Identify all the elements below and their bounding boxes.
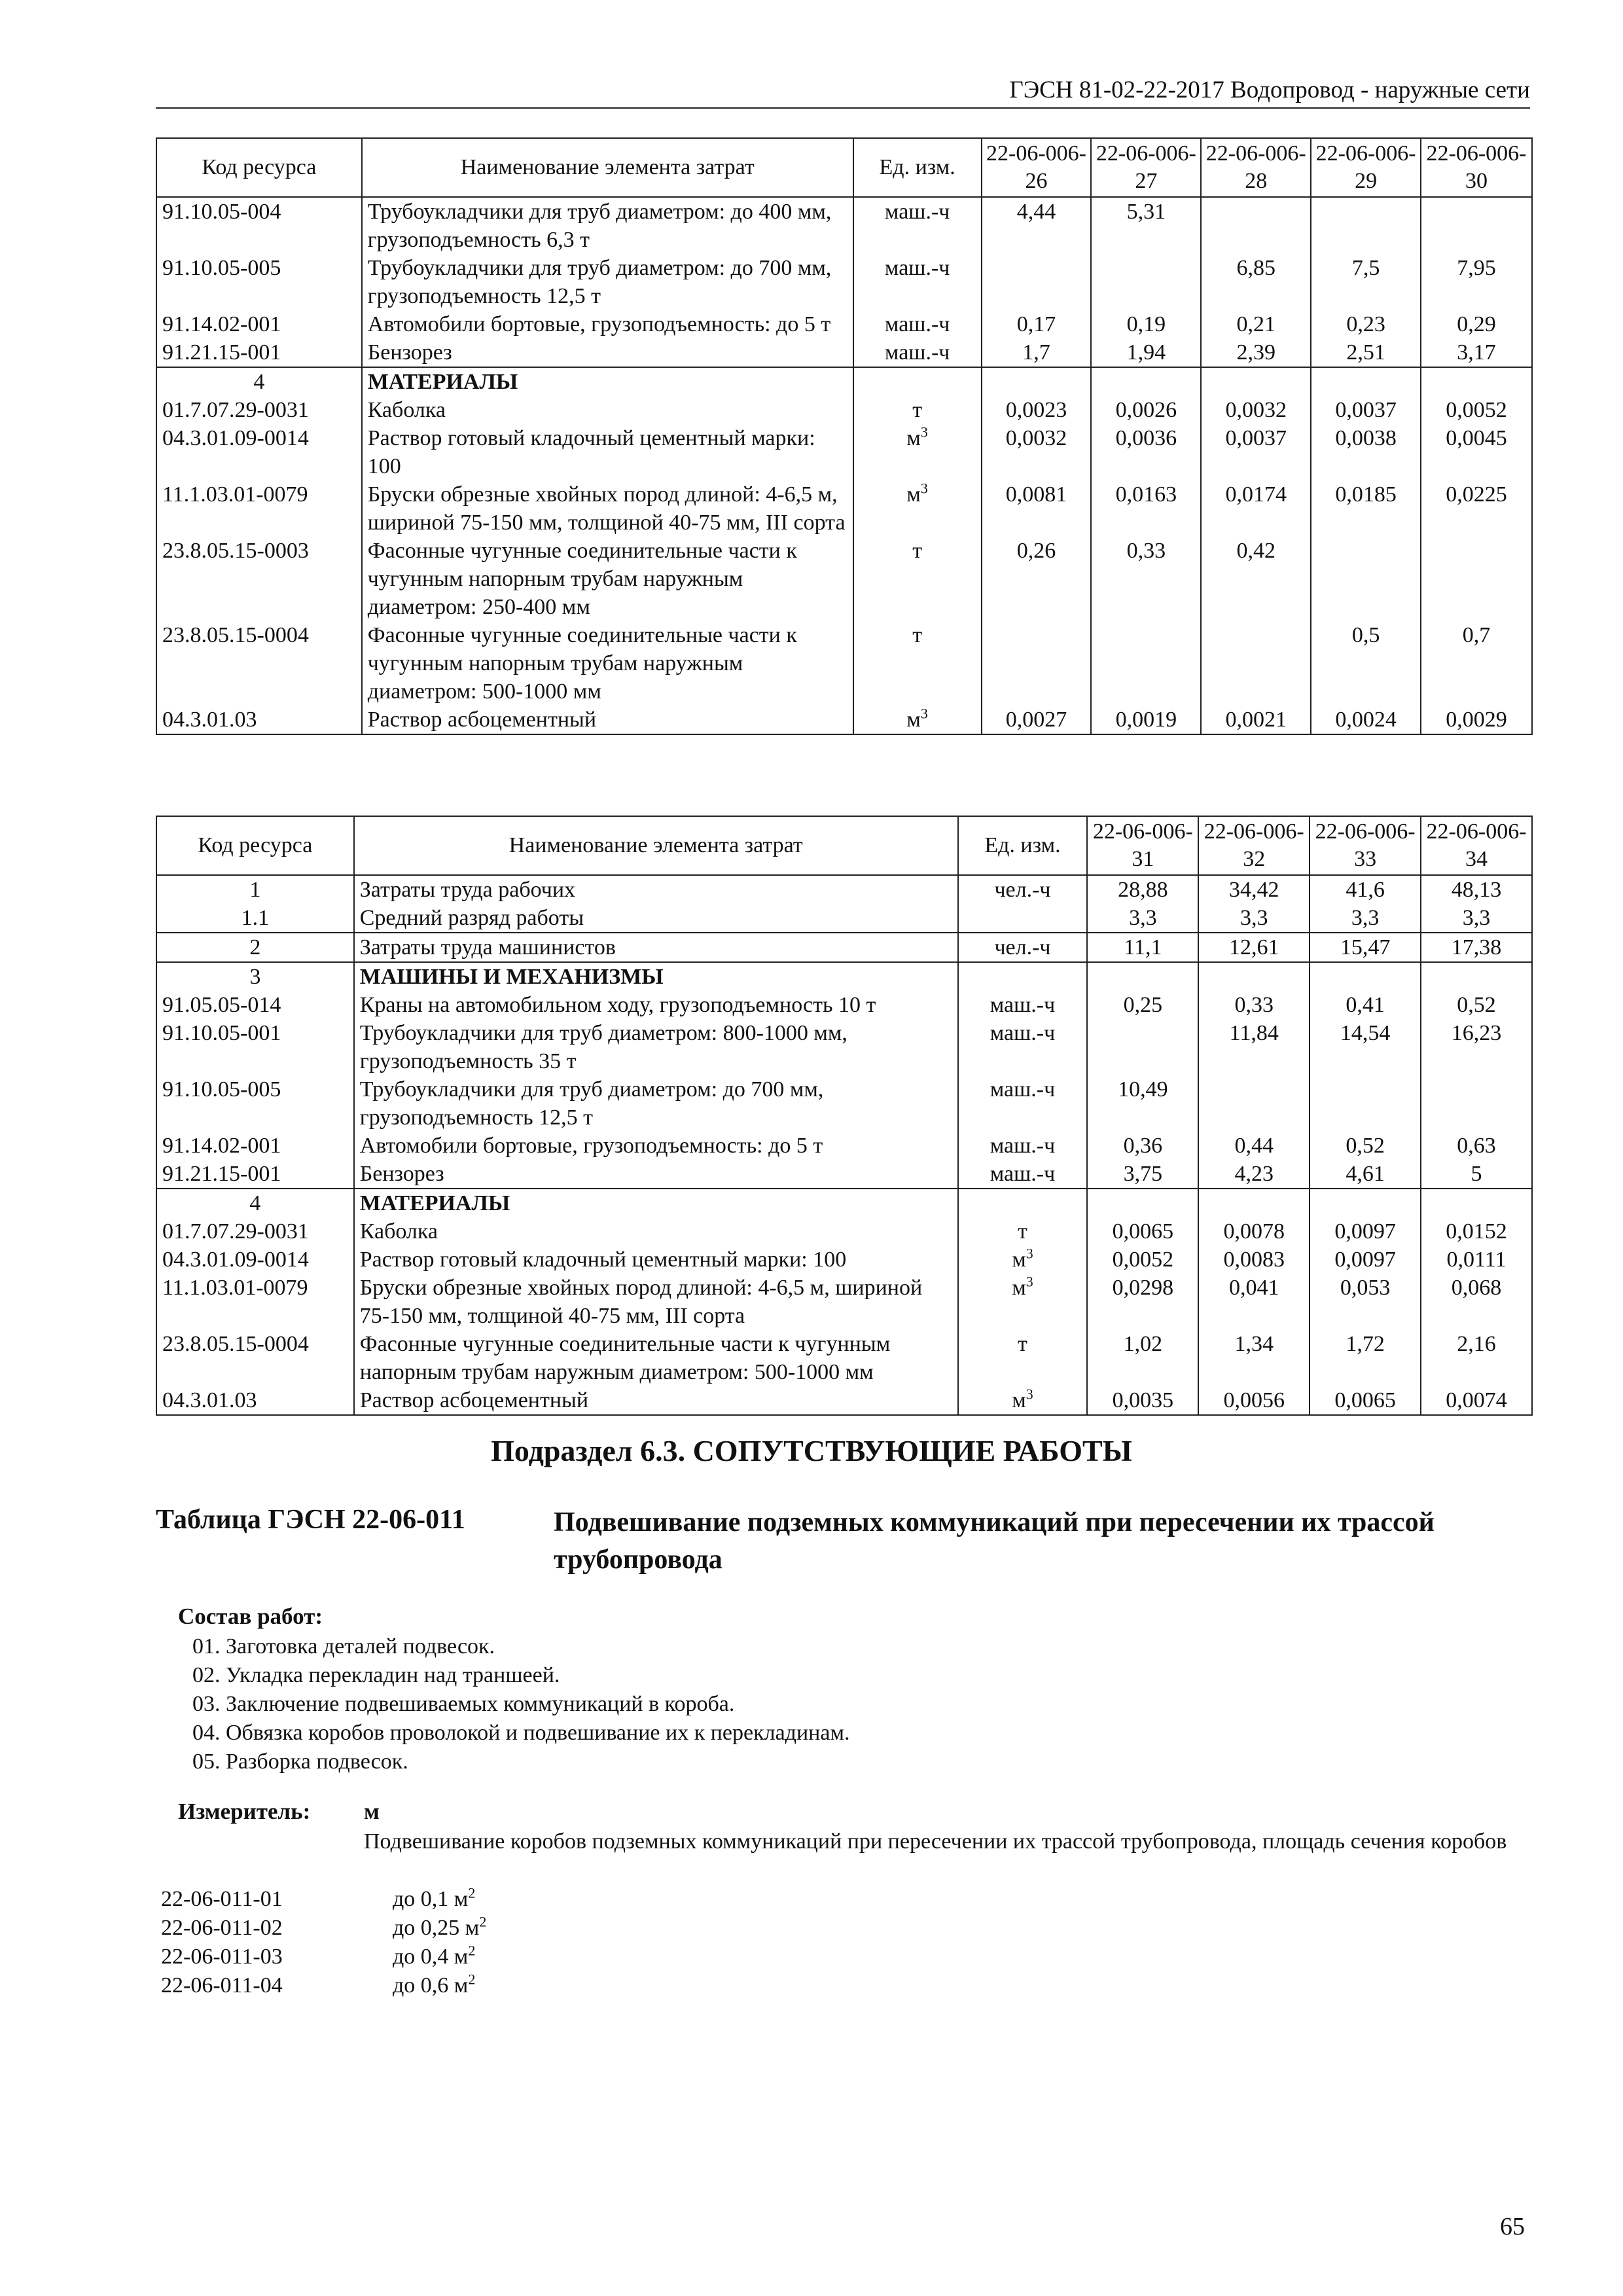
norm-value: 0,41	[1310, 991, 1421, 1019]
table-row	[156, 962, 1532, 991]
col-header-norm: 22-06-006-32	[1198, 816, 1310, 875]
norm-code: 22-06-011-04	[161, 1973, 283, 1998]
norm-value: 0,52	[1310, 1132, 1421, 1160]
resource-unit	[958, 904, 1088, 933]
norm-value: 10,49	[1087, 1075, 1198, 1132]
resource-name: Раствор готовый кладочный цементный марки: 100	[362, 424, 853, 480]
norm-range: до 0,6 $м^2$	[393, 1971, 476, 1998]
table-row	[156, 424, 1532, 480]
resource-code: 91.10.05-005	[156, 254, 362, 310]
norm-value	[1201, 367, 1311, 396]
resource-name: Фасонные чугунные соединительные части к чугунным напорным трубам наружным диаметром: 500-1000 мм	[354, 1330, 958, 1386]
resource-unit: т	[853, 621, 982, 706]
norm-value: 0,63	[1421, 1132, 1532, 1160]
resource-unit: т	[853, 396, 982, 424]
resource-unit: маш.-ч	[958, 991, 1088, 1019]
resource-name: МАШИНЫ И МЕХАНИЗМЫ	[354, 962, 958, 991]
norm-value: 0,0065	[1087, 1217, 1198, 1246]
table-row	[156, 254, 1532, 310]
norm-value: 0,068	[1421, 1274, 1532, 1330]
norm-value: 17,38	[1421, 933, 1532, 962]
norm-value: 0,0065	[1310, 1386, 1421, 1415]
norm-value: 0,041	[1198, 1274, 1310, 1330]
norm-value: 0,0027	[982, 706, 1092, 734]
norm-value	[1421, 197, 1532, 254]
resource-name: Каболка	[362, 396, 853, 424]
norm-value	[1201, 621, 1311, 706]
norm-value: 1,72	[1310, 1330, 1421, 1386]
resource-name: Раствор асбоцементный	[362, 706, 853, 734]
norm-value: 0,33	[1198, 991, 1310, 1019]
norm-value	[1311, 367, 1421, 396]
norm-value	[1421, 367, 1532, 396]
norm-value: 0,0298	[1087, 1274, 1198, 1330]
resource-unit	[958, 962, 1088, 991]
norm-value: 0,42	[1201, 537, 1311, 621]
col-header-norm: 22-06-006-31	[1087, 816, 1198, 875]
work-composition-list	[192, 1632, 849, 1776]
resource-name: Автомобили бортовые, грузоподъемность: до 5 т	[354, 1132, 958, 1160]
norm-value	[1310, 1189, 1421, 1217]
resource-code: 91.21.15-001	[156, 1160, 354, 1189]
resource-unit: т	[958, 1217, 1088, 1246]
resource-code: 23.8.05.15-0004	[156, 1330, 354, 1386]
resource-unit: маш.-ч	[853, 254, 982, 310]
norm-value: 1,34	[1198, 1330, 1310, 1386]
table-row	[156, 621, 1532, 706]
norm-value: 0,0038	[1311, 424, 1421, 480]
resource-unit: маш.-ч	[853, 338, 982, 367]
resource-unit: $м^3$	[853, 706, 982, 734]
norm-value: 34,42	[1198, 875, 1310, 904]
norm-value	[1091, 254, 1201, 310]
norm-value: 0,19	[1091, 310, 1201, 338]
norm-value: 0,0097	[1310, 1217, 1421, 1246]
norm-value: 0,0052	[1087, 1246, 1198, 1274]
page-number: 65	[1500, 2213, 1525, 2240]
table-row	[156, 1246, 1532, 1274]
norm-value: 0,0097	[1310, 1246, 1421, 1274]
table-body	[156, 197, 1532, 734]
resource-name: Трубоукладчики для труб диаметром: до 400 мм, грузоподъемность 6,3 т	[362, 197, 853, 254]
resource-name: Трубоукладчики для труб диаметром: 800-1000 мм, грузоподъемность 35 т	[354, 1019, 958, 1075]
norm-value: 0,0078	[1198, 1217, 1310, 1246]
norm-value: 0,5	[1311, 621, 1421, 706]
resource-code: 04.3.01.09-0014	[156, 1246, 354, 1274]
table-row	[156, 480, 1532, 537]
norm-value: 2,16	[1421, 1330, 1532, 1386]
table-row	[156, 991, 1532, 1019]
norm-value	[1087, 1189, 1198, 1217]
work-composition-heading: Состав работ:	[178, 1604, 323, 1629]
resource-name: Фасонные чугунные соединительные части к чугунным напорным трубам наружным диаметром: 500-1000 мм	[362, 621, 853, 706]
meter-row	[161, 1914, 486, 1943]
norm-value: 3,3	[1421, 904, 1532, 933]
norm-value: 5,31	[1091, 197, 1201, 254]
resource-name: Трубоукладчики для труб диаметром: до 700 мм, грузоподъемность 12,5 т	[354, 1075, 958, 1132]
resource-code: 2	[156, 933, 354, 962]
norm-value	[1201, 197, 1311, 254]
work-item: 03. Заключение подвешиваемых коммуникаций в короба.	[192, 1692, 735, 1716]
resource-name: Каболка	[354, 1217, 958, 1246]
col-header-norm: 22-06-006-33	[1310, 816, 1421, 875]
resource-code: 91.10.05-005	[156, 1075, 354, 1132]
resource-unit: $м^3$	[853, 480, 982, 537]
resource-name: Затраты труда рабочих	[354, 875, 958, 904]
resource-name: Фасонные чугунные соединительные части к чугунным напорным трубам наружным диаметром: 250-400 мм	[362, 537, 853, 621]
norm-value: 0,0163	[1091, 480, 1201, 537]
norm-value: 4,44	[982, 197, 1092, 254]
norm-value: 4,61	[1310, 1160, 1421, 1189]
col-header-unit: Ед. изм.	[853, 138, 982, 197]
table-row	[156, 1274, 1532, 1330]
norm-value	[982, 621, 1092, 706]
norm-value: 28,88	[1087, 875, 1198, 904]
table-header-row	[156, 138, 1532, 197]
table-caption: Таблица ГЭСН 22-06-011	[156, 1505, 465, 1535]
norm-value: 0,36	[1087, 1132, 1198, 1160]
norm-value: 7,95	[1421, 254, 1532, 310]
norm-value: 0,0026	[1091, 396, 1201, 424]
col-header-norm: 22-06-006-30	[1421, 138, 1532, 197]
table-row	[156, 1160, 1532, 1189]
meter-row	[161, 1885, 486, 1914]
table-row	[156, 1330, 1532, 1386]
resource-name: Средний разряд работы	[354, 904, 958, 933]
resource-name: Бензорез	[362, 338, 853, 367]
table-row	[156, 706, 1532, 734]
resource-name: Трубоукладчики для труб диаметром: до 700 мм, грузоподъемность 12,5 т	[362, 254, 853, 310]
col-header-norm: 22-06-006-29	[1311, 138, 1421, 197]
norm-value	[1421, 1075, 1532, 1132]
resource-code: 11.1.03.01-0079	[156, 1274, 354, 1330]
norm-value	[1421, 1189, 1532, 1217]
norm-value: 0,52	[1421, 991, 1532, 1019]
work-item: 05. Разборка подвесок.	[192, 1749, 408, 1774]
resource-table-1	[156, 137, 1533, 735]
resource-unit: маш.-ч	[958, 1019, 1088, 1075]
col-header-unit: Ед. изм.	[958, 816, 1088, 875]
resource-unit: чел.-ч	[958, 875, 1088, 904]
norm-value: 0,21	[1201, 310, 1311, 338]
norm-value: 7,5	[1311, 254, 1421, 310]
work-item: 04. Обвязка коробов проволокой и подвешивание их к перекладинам.	[192, 1721, 850, 1745]
norm-value	[1087, 1019, 1198, 1075]
norm-code: 22-06-011-01	[161, 1887, 283, 1911]
meter-rows	[161, 1885, 486, 2000]
resource-unit	[853, 367, 982, 396]
norm-value: 3,75	[1087, 1160, 1198, 1189]
table-title: Подвешивание подземных коммуникаций при пересечении их трассой трубопровода	[554, 1507, 1435, 1575]
resource-code: 01.7.07.29-0031	[156, 396, 362, 424]
resource-code: 04.3.01.09-0014	[156, 424, 362, 480]
table-row	[156, 904, 1532, 933]
meter-unit: м	[364, 1799, 380, 1824]
norm-value: 0,33	[1091, 537, 1201, 621]
resource-code: 11.1.03.01-0079	[156, 480, 362, 537]
table-row	[156, 338, 1532, 367]
norm-value: 0,0225	[1421, 480, 1532, 537]
norm-value: 0,0111	[1421, 1246, 1532, 1274]
norm-value: 0,44	[1198, 1132, 1310, 1160]
norm-value	[982, 254, 1092, 310]
norm-value: 11,84	[1198, 1019, 1310, 1075]
meter-row	[161, 1971, 486, 2000]
norm-value: 15,47	[1310, 933, 1421, 962]
norm-value: 0,0035	[1087, 1386, 1198, 1415]
header-rule	[156, 107, 1530, 109]
norm-value: 11,1	[1087, 933, 1198, 962]
resource-unit: $м^3$	[958, 1386, 1088, 1415]
resource-code: 4	[156, 367, 362, 396]
resource-name: Автомобили бортовые, грузоподъемность: до 5 т	[362, 310, 853, 338]
resource-name: Затраты труда машинистов	[354, 933, 958, 962]
table-row	[156, 310, 1532, 338]
norm-value: 2,51	[1311, 338, 1421, 367]
norm-value: 0,0045	[1421, 424, 1532, 480]
norm-range: до 0,25 $м^2$	[393, 1913, 487, 1940]
table-row	[156, 1217, 1532, 1246]
norm-value: 0,0023	[982, 396, 1092, 424]
table-row	[156, 1189, 1532, 1217]
norm-value	[1198, 1075, 1310, 1132]
norm-value: 0,0174	[1201, 480, 1311, 537]
resource-unit: $м^3$	[853, 424, 982, 480]
resource-unit: т	[853, 537, 982, 621]
resource-code: 91.21.15-001	[156, 338, 362, 367]
resource-code: 91.05.05-014	[156, 991, 354, 1019]
resource-code: 1	[156, 875, 354, 904]
resource-unit: чел.-ч	[958, 933, 1088, 962]
table-row	[156, 1132, 1532, 1160]
resource-code: 91.14.02-001	[156, 310, 362, 338]
norm-range: до 0,4 $м^2$	[393, 1942, 476, 1969]
resource-unit: $м^3$	[958, 1246, 1088, 1274]
norm-value: 0,0152	[1421, 1217, 1532, 1246]
norm-value	[1198, 1189, 1310, 1217]
col-header-norm: 22-06-006-34	[1421, 816, 1532, 875]
resource-code: 23.8.05.15-0004	[156, 621, 362, 706]
col-header-name: Наименование элемента затрат	[362, 138, 853, 197]
norm-value: 3,17	[1421, 338, 1532, 367]
work-item: 01. Заготовка деталей подвесок.	[192, 1634, 495, 1659]
resource-unit: $м^3$	[958, 1274, 1088, 1330]
resource-code: 4	[156, 1189, 354, 1217]
table-row	[156, 1386, 1532, 1415]
norm-range: до 0,1 $м^2$	[393, 1884, 476, 1911]
norm-value: 0,26	[982, 537, 1092, 621]
norm-code: 22-06-011-02	[161, 1916, 283, 1940]
norm-value: 6,85	[1201, 254, 1311, 310]
resource-code: 91.14.02-001	[156, 1132, 354, 1160]
norm-value: 0,29	[1421, 310, 1532, 338]
table-row	[156, 1019, 1532, 1075]
resource-name: МАТЕРИАЛЫ	[362, 367, 853, 396]
norm-value: 0,0021	[1201, 706, 1311, 734]
resource-code: 91.10.05-001	[156, 1019, 354, 1075]
norm-value: 14,54	[1310, 1019, 1421, 1075]
resource-name: Раствор готовый кладочный цементный марки: 100	[354, 1246, 958, 1274]
norm-value: 48,13	[1421, 875, 1532, 904]
norm-value: 0,053	[1310, 1274, 1421, 1330]
resource-name: Бензорез	[354, 1160, 958, 1189]
norm-value: 3,3	[1087, 904, 1198, 933]
col-header-norm: 22-06-006-27	[1091, 138, 1201, 197]
norm-value: 1,7	[982, 338, 1092, 367]
norm-value: 0,0081	[982, 480, 1092, 537]
norm-value	[1421, 537, 1532, 621]
norm-value: 0,0037	[1311, 396, 1421, 424]
resource-unit: маш.-ч	[853, 310, 982, 338]
resource-name: Бруски обрезные хвойных пород длиной: 4-6,5 м, шириной 75-150 мм, толщиной 40-75 мм, III сорта	[362, 480, 853, 537]
norm-value: 0,0056	[1198, 1386, 1310, 1415]
resource-unit	[958, 1189, 1088, 1217]
norm-value: 1,02	[1087, 1330, 1198, 1386]
col-header-norm: 22-06-006-26	[982, 138, 1092, 197]
norm-value: 0,0032	[982, 424, 1092, 480]
norm-value: 1,94	[1091, 338, 1201, 367]
col-header-code: Код ресурса	[156, 816, 354, 875]
resource-code: 1.1	[156, 904, 354, 933]
norm-value: 0,0024	[1311, 706, 1421, 734]
resource-unit: маш.-ч	[853, 197, 982, 254]
norm-value: 3,3	[1198, 904, 1310, 933]
resource-name: Бруски обрезные хвойных пород длиной: 4-6,5 м, шириной 75-150 мм, толщиной 40-75 мм, III сорта	[354, 1274, 958, 1330]
norm-value: 0,0052	[1421, 396, 1532, 424]
resource-name: Раствор асбоцементный	[354, 1386, 958, 1415]
norm-value: 0,0032	[1201, 396, 1311, 424]
table-row	[156, 367, 1532, 396]
norm-value: 0,7	[1421, 621, 1532, 706]
norm-value	[982, 367, 1092, 396]
norm-value: 0,25	[1087, 991, 1198, 1019]
resource-table-2	[156, 816, 1533, 1416]
resource-name: МАТЕРИАЛЫ	[354, 1189, 958, 1217]
col-header-norm: 22-06-006-28	[1201, 138, 1311, 197]
meter-row	[161, 1943, 486, 1971]
norm-value: 2,39	[1201, 338, 1311, 367]
norm-value: 16,23	[1421, 1019, 1532, 1075]
norm-value	[1087, 962, 1198, 991]
norm-value: 41,6	[1310, 875, 1421, 904]
resource-code: 04.3.01.03	[156, 706, 362, 734]
norm-code: 22-06-011-03	[161, 1945, 283, 1969]
resource-code: 01.7.07.29-0031	[156, 1217, 354, 1246]
norm-value: 5	[1421, 1160, 1532, 1189]
work-item: 02. Укладка перекладин над траншеей.	[192, 1663, 560, 1687]
norm-value	[1310, 962, 1421, 991]
norm-value: 0,0019	[1091, 706, 1201, 734]
table-header-row	[156, 816, 1532, 875]
norm-value	[1311, 537, 1421, 621]
resource-name: Краны на автомобильном ходу, грузоподъемность 10 т	[354, 991, 958, 1019]
table-row	[156, 197, 1532, 254]
norm-value	[1198, 962, 1310, 991]
meter-label: Измеритель:	[178, 1799, 311, 1824]
norm-value: 4,23	[1198, 1160, 1310, 1189]
norm-value	[1310, 1075, 1421, 1132]
norm-value: 0,0029	[1421, 706, 1532, 734]
table-body	[156, 875, 1532, 1415]
col-header-name: Наименование элемента затрат	[354, 816, 958, 875]
norm-value: 0,0036	[1091, 424, 1201, 480]
norm-value: 0,0185	[1311, 480, 1421, 537]
resource-unit: маш.-ч	[958, 1160, 1088, 1189]
norm-value: 3,3	[1310, 904, 1421, 933]
resource-code: 23.8.05.15-0003	[156, 537, 362, 621]
norm-value	[1421, 962, 1532, 991]
norm-value: 0,23	[1311, 310, 1421, 338]
meter-description: Подвешивание коробов подземных коммуникаций при пересечении их трассой трубопровода, площадь сечения коробов	[364, 1829, 1507, 1854]
norm-value	[1091, 621, 1201, 706]
resource-unit: маш.-ч	[958, 1075, 1088, 1132]
resource-code: 04.3.01.03	[156, 1386, 354, 1415]
table-row	[156, 537, 1532, 621]
norm-value: 0,0083	[1198, 1246, 1310, 1274]
norm-value	[1091, 367, 1201, 396]
running-head: ГЭСН 81-02-22-2017 Водопровод - наружные сети	[1009, 77, 1530, 103]
table-row	[156, 875, 1532, 904]
resource-code: 91.10.05-004	[156, 197, 362, 254]
subsection-title: Подраздел 6.3. СОПУТСТВУЮЩИЕ РАБОТЫ	[491, 1434, 1132, 1467]
resource-unit: маш.-ч	[958, 1132, 1088, 1160]
norm-value: 0,17	[982, 310, 1092, 338]
norm-value: 0,0037	[1201, 424, 1311, 480]
table-row	[156, 1075, 1532, 1132]
norm-value: 12,61	[1198, 933, 1310, 962]
resource-code: 3	[156, 962, 354, 991]
table-row	[156, 933, 1532, 962]
norm-value: 0,0074	[1421, 1386, 1532, 1415]
table-row	[156, 396, 1532, 424]
resource-unit: т	[958, 1330, 1088, 1386]
norm-value	[1311, 197, 1421, 254]
col-header-code: Код ресурса	[156, 138, 362, 197]
